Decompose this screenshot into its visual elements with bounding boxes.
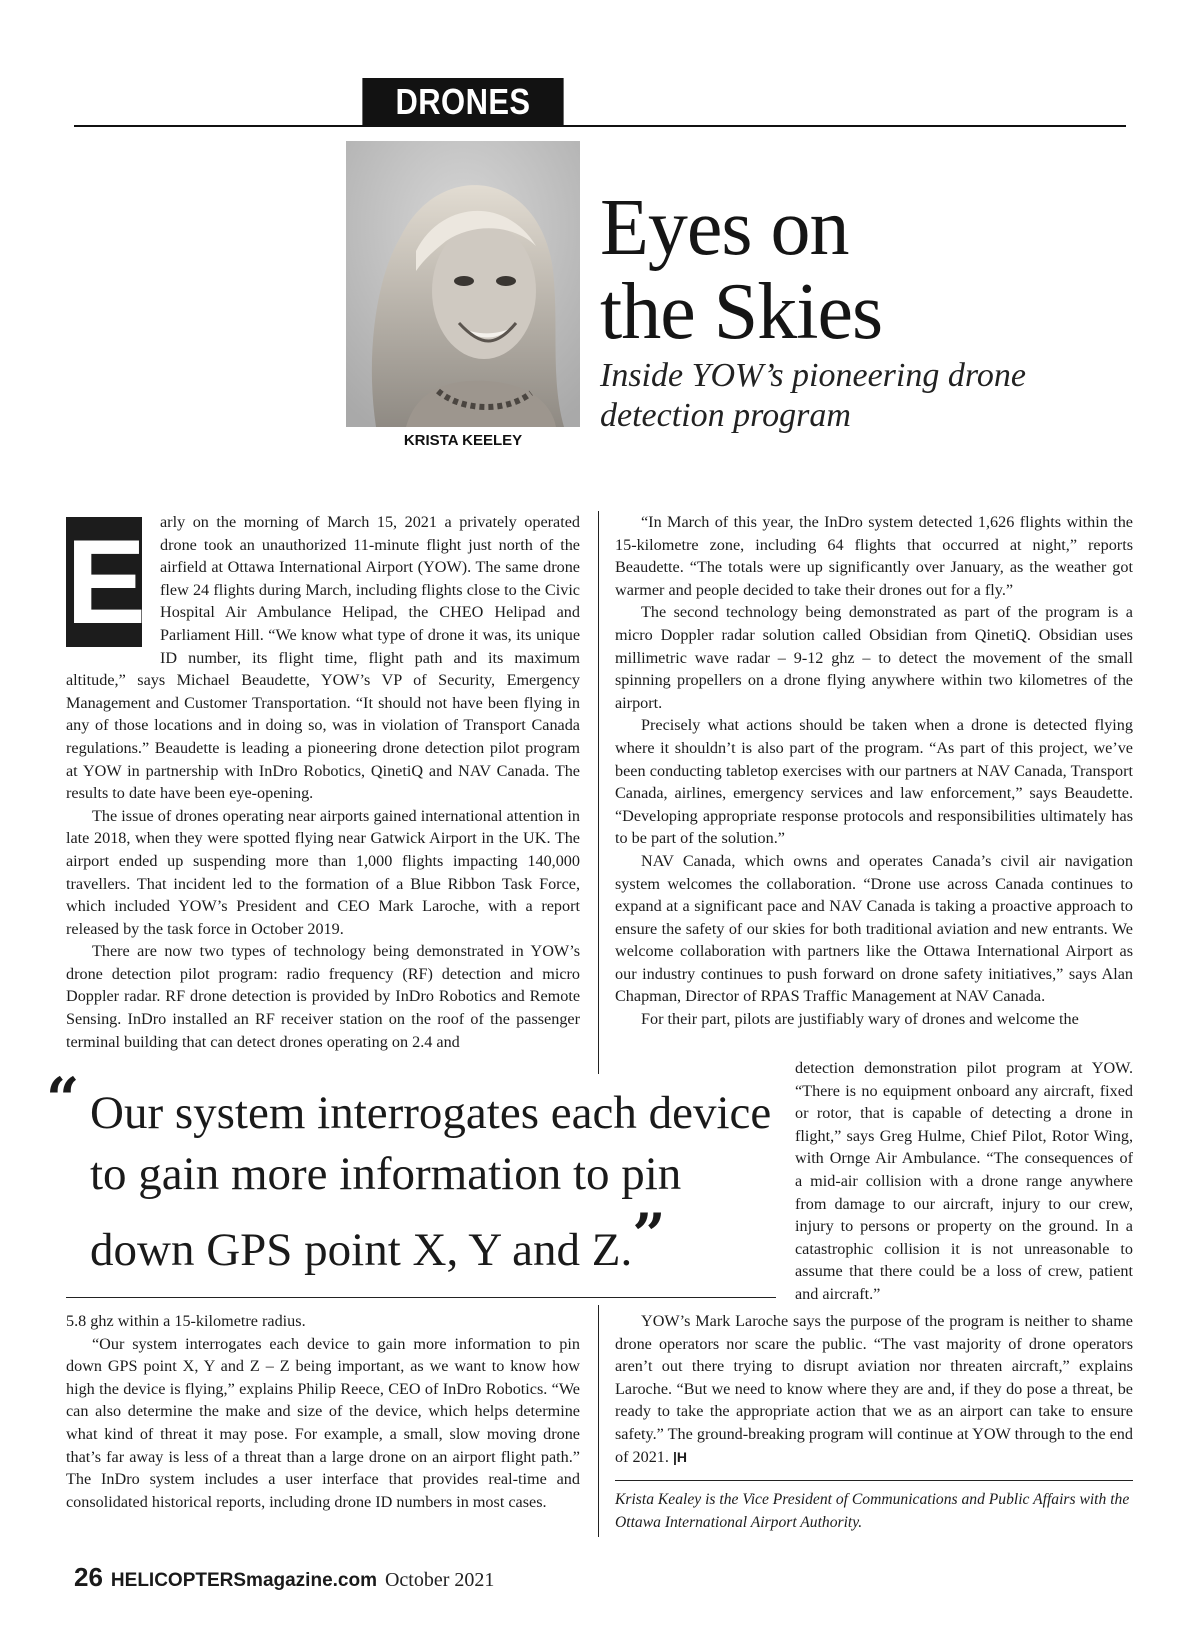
pull-quote-rule <box>66 1297 776 1298</box>
paragraph-text: YOW’s Mark Laroche says the purpose of the program is neither to shame drone operators nor scare the public. “The vast majority of drone operators aren’t out there trying to disrupt aviation nor threaten aircraft,” explains Laroche. “But we need to know where they are and, if they do pose a threat, be ready to take the appropriate action that we as an airport can take to ensure safety.” The ground-breaking program will continue at YOW through to the end of 2021. <box>615 1312 1133 1466</box>
headline <box>600 186 1160 354</box>
paragraph <box>615 1310 1133 1468</box>
paragraph: “Our system interrogates each device to gain more information to pin down GPS point X, Y and Z – Z being important, as we want to know how high the device is flying,” explains Philip Reece, CEO of InDro Robotics. “We can also determine the make and size of the device, which helps determine what kind of threat it may pose. For example, a small, slow moving drone that’s far away is less of a threat than a large drone on an airport flight path.” The InDro system includes a user interface that provides real-time and consolidated historical reports, including drone ID numbers in most cases. <box>66 1334 580 1511</box>
site-name: HELICOPTERSmagazine.com <box>110 1570 377 1591</box>
paragraph: There are now two types of technology being demonstrated in YOW’s drone detection pilot program: radio frequency (RF) detection and micro Doppler radar. RF drone detection is provided by InDro Robotics and Remote Sensing. InDro installed an RF receiver station on the roof of the passenger terminal building that can detect drones operating on 2.4 and <box>66 942 580 1051</box>
paragraph: 5.8 ghz within a 15-kilometre radius. <box>66 1312 306 1330</box>
right-column-bottom <box>615 1310 1133 1468</box>
paragraph-text: arly on the morning of March 15, 2021 a privately operated drone took an unauthorized 11-minute flight just north of the airfield at Ottawa International Airport (YOW). The same drone flew 24 flights during March, including flights close to the Civic Hospital Air Ambulance Helipad, the CHEO Helipad and Parliament Hill. “We know what type of drone it was, its unique ID number, its flight time, flight path and its maximum altitude,” says Michael Beaudette, YOW’s VP of Security, Emergency Management and Customer Transportation. “It should not have been flying in any of those locations and in doing so, was in violation of Transport Canada regulations.” Beaudette is leading a pioneering drone detection pilot program at YOW in partnership with InDro Robotics, QinetiQ and NAV Canada. The results to date have been eye-opening. <box>66 513 580 803</box>
section-rule <box>74 125 1126 127</box>
page-number: 26 <box>74 1562 103 1592</box>
pull-quote-text: Our system interrogates each device to gain more information to pin down GPS point X, Y and Z. <box>90 1087 772 1276</box>
paragraph: NAV Canada, which owns and operates Canada’s civil air navigation system welcomes the collaboration. “Drone use across Canada continues to expand at a significant pace and NAV Canada is taking a proactive approach to ensure the safety of our skies for both traditional aviation and new entrants. We welcome collaboration with partners like the Ottawa International Airport as our industry continues to push forward on drone safety initiatives,” says Alan Chapman, Director of RPAS Traffic Management at NAV Canada. <box>615 851 1133 1006</box>
author-bio: Krista Kealey is the Vice President of Communications and Public Affairs with the Ottawa International Airport Authority. <box>615 1491 1130 1531</box>
left-column-bottom <box>66 1310 580 1513</box>
paragraph <box>66 511 580 805</box>
paragraph: The issue of drones operating near airports gained international attention in late 2018, when they were spotted flying near Gatwick Airport in the UK. The airport ended up suspending more than 1,000 flights impacting 140,000 travellers. That incident led to the formation of a Blue Ribbon Task Force, which included YOW’s President and CEO Mark Laroche, with a report released by the task force in October 2019. <box>66 806 580 938</box>
paragraph: Precisely what actions should be taken when a drone is detected flying where it shouldn’t is also part of the program. “As part of this project, we’ve been conducting tabletop exercises with our partners at NAV Canada, Transport Canada, airlines, emergency services and law enforcement,” says Beaudette. “Developing appropriate response protocols and responsibilities ultimately has to be part of the solution.” <box>615 716 1133 848</box>
headline-line-2: the Skies <box>600 268 883 356</box>
end-mark: |H <box>673 1448 688 1465</box>
photo-credit: KRISTA KEELEY <box>403 432 523 449</box>
deck: Inside YOW’s pioneering drone detection program <box>600 357 1026 434</box>
left-column-top <box>66 511 580 1053</box>
author-portrait <box>346 141 580 427</box>
column-divider <box>598 1305 599 1537</box>
section-label: DRONES <box>362 78 563 126</box>
open-quote-mark: “ <box>46 1065 80 1133</box>
page-footer <box>74 1562 494 1593</box>
pull-quote <box>46 1065 788 1281</box>
right-column-narrow <box>795 1057 1133 1306</box>
paragraph: The second technology being demonstrated as part of the program is a micro Doppler radar solution called Obsidian from QinetiQ. Obsidian uses millimetric wave radar – 9-12 ghz – to detect the movement of the small spinning propellers on a drone flying anywhere within two kilometres of the airport. <box>615 603 1133 712</box>
right-column-top <box>615 511 1133 1031</box>
close-quote-mark: ” <box>632 1201 666 1269</box>
bio-rule <box>615 1480 1133 1481</box>
headline-line-1: Eyes on <box>600 184 849 272</box>
paragraph: For their part, pilots are justifiably wary of drones and welcome the <box>641 1010 1079 1029</box>
paragraph: detection demonstration pilot program at YOW. “There is no equipment onboard any aircraft, fixed or rotor, that is capable of detecting a drone in flight,” says Greg Hulme, Chief Pilot, Rotor Wing, with Ornge Air Ambulance. “The consequences of a mid-air collision with a drone range anywhere from damage to our aircraft, injury to our crew, injury to persons or property on the ground. In a catastrophic collision it is not unreasonable to assume that there could be a loss of crew, patient and aircraft.” <box>795 1059 1133 1303</box>
drop-cap: E <box>66 515 147 649</box>
portrait-image <box>346 141 580 427</box>
issue-date: October 2021 <box>384 1569 495 1591</box>
paragraph: “In March of this year, the InDro system detected 1,626 flights within the 15-kilometre zone, including 64 flights that occurred at night,” reports Beaudette. “The totals were up significantly over January, as the weather got warmer and people decided to take their drones out for a fly.” <box>615 513 1133 599</box>
column-divider <box>598 511 599 1074</box>
